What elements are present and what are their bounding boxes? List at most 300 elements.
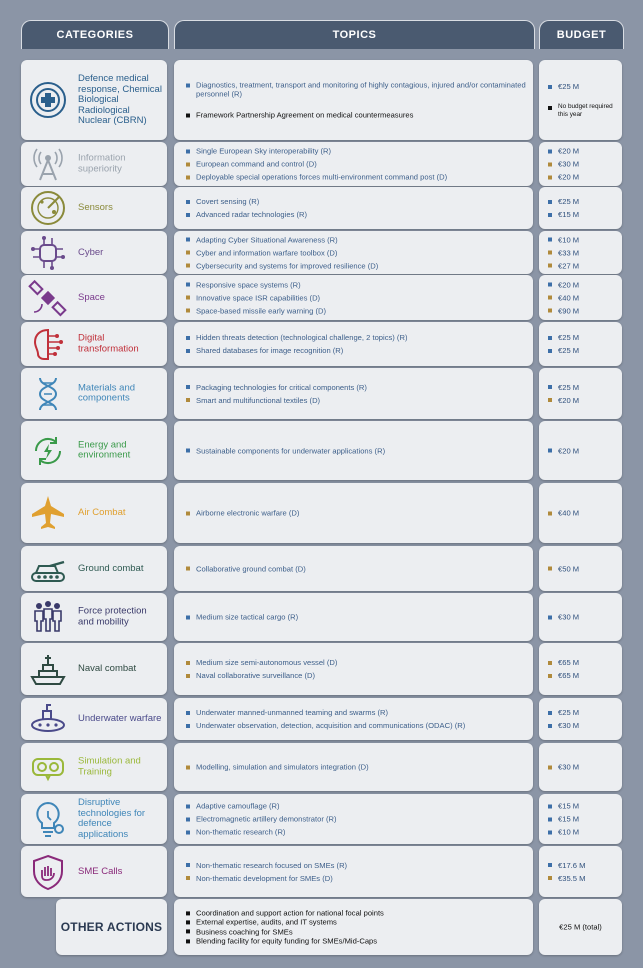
category-label: Disruptive technologies for defence applications <box>78 797 146 840</box>
topics-list <box>174 507 533 520</box>
topic-item <box>174 333 533 342</box>
topics-cell <box>174 142 533 186</box>
topic-text: Single European Sky interoperability (R) <box>196 146 332 156</box>
topic-item <box>174 280 533 289</box>
radar-icon <box>28 188 68 228</box>
topic-item <box>174 306 533 315</box>
list-item <box>186 908 527 917</box>
topic-item <box>174 828 533 837</box>
category-label: Simulation and Training <box>78 755 141 777</box>
bullet-icon <box>548 106 552 110</box>
budget-item <box>539 197 622 206</box>
category-label: Underwater warfare <box>78 712 162 724</box>
topic-item <box>174 708 533 717</box>
bullet-icon <box>186 920 190 924</box>
topic-text: Hidden threats detection (technological challenge, 2 topics) (R) <box>196 333 408 342</box>
bullet-icon <box>548 175 552 179</box>
topics-list <box>174 233 533 272</box>
table-row <box>0 231 643 274</box>
bullet-icon <box>548 264 552 268</box>
budget-list <box>539 656 622 682</box>
other-actions-label: OTHER ACTIONS <box>60 920 163 934</box>
dna-molecule-icon <box>28 374 68 414</box>
bullet-icon <box>548 349 552 353</box>
budget-item <box>539 613 622 622</box>
bullet-icon <box>548 385 552 389</box>
topics-list <box>174 859 533 885</box>
budget-text: €10 M <box>558 235 580 244</box>
topics-list <box>174 656 533 682</box>
budget-text: €25 M <box>558 382 580 392</box>
topic-item <box>174 293 533 302</box>
topic-item <box>174 396 533 405</box>
topic-item <box>174 383 533 392</box>
list-item <box>186 927 527 936</box>
bullet-icon <box>548 149 552 153</box>
topics-cell <box>174 743 533 791</box>
budget-item <box>539 446 622 455</box>
category-cell <box>21 546 167 591</box>
topics-cell <box>174 643 533 695</box>
budget-text: €15 M <box>558 210 580 219</box>
budget-text: €25 M <box>558 197 580 206</box>
category-label: Sensors <box>78 201 113 213</box>
bullet-icon <box>186 398 190 402</box>
medical-cross-icon <box>28 80 68 120</box>
budget-list <box>539 80 622 120</box>
bullet-icon <box>186 804 190 808</box>
category-cell <box>21 368 167 419</box>
category-cell <box>21 743 167 791</box>
topic-text: Sustainable components for underwater applications (R) <box>196 446 386 455</box>
bullet-icon <box>548 830 552 834</box>
budget-text: €30 M <box>558 612 580 622</box>
category-label: Air Combat <box>78 506 126 518</box>
category-cell <box>21 794 167 844</box>
category-label: Naval combat <box>78 662 137 674</box>
lightbulb-gear-icon <box>28 799 68 839</box>
budget-text: No budget required this year <box>558 103 613 118</box>
bullet-icon <box>548 162 552 166</box>
topics-list <box>174 706 533 732</box>
table-row <box>0 142 643 186</box>
topic-item <box>174 446 533 455</box>
topics-list <box>174 761 533 774</box>
table-row <box>0 421 643 480</box>
category-cell <box>21 483 167 543</box>
topics-cell <box>174 275 533 320</box>
category-cell <box>21 322 167 366</box>
topic-item <box>174 235 533 244</box>
bullet-icon <box>186 661 190 665</box>
budget-item <box>539 708 622 717</box>
budget-text: €25 M <box>558 346 580 355</box>
table-row <box>0 187 643 229</box>
budget-text: €15 M <box>558 801 580 811</box>
bullet-icon <box>186 309 190 313</box>
topic-item <box>174 874 533 883</box>
topic-text: Medium size tactical cargo (R) <box>196 612 299 622</box>
budget-item <box>539 235 622 244</box>
vr-headset-icon <box>28 747 68 787</box>
topic-text: Medium size semi-autonomous vessel (D) <box>196 658 338 667</box>
topics-cell <box>174 60 533 140</box>
bullet-icon <box>186 349 190 353</box>
budget-cell <box>539 60 622 140</box>
category-label: Force protection and mobility <box>78 605 147 627</box>
budget-cell <box>539 846 622 897</box>
topic-item <box>174 815 533 824</box>
topics-cell <box>174 483 533 543</box>
category-cell <box>21 698 167 740</box>
warship-icon <box>28 649 68 689</box>
budget-cell <box>539 643 622 695</box>
category-cell <box>21 421 167 480</box>
topic-text: Diagnostics, treatment, transport and monitoring of highly contagious, injured and/or contaminated personnel (R) <box>196 80 526 99</box>
budget-text: €17.6 M <box>558 860 586 870</box>
topic-item <box>174 763 533 772</box>
bullet-icon <box>186 911 190 915</box>
topics-cell <box>174 794 533 844</box>
budget-text: €20 M <box>558 395 580 405</box>
other-actions-label-cell <box>56 899 167 955</box>
budget-text: €20 M <box>558 146 580 156</box>
topic-text: Adapting Cyber Situational Awareness (R) <box>196 235 338 244</box>
bullet-icon <box>186 113 190 117</box>
list-item <box>186 936 527 945</box>
budget-cell <box>539 368 622 419</box>
budget-item <box>539 346 622 355</box>
category-label: Digital transformation <box>78 332 139 354</box>
topic-item <box>174 248 533 257</box>
topic-item <box>174 261 533 270</box>
budget-cell <box>539 142 622 186</box>
budget-cell <box>539 322 622 366</box>
topic-text: Collaborative ground combat (D) <box>196 564 306 573</box>
budget-item <box>539 383 622 392</box>
budget-list <box>539 761 622 774</box>
fighter-jet-icon <box>28 493 68 533</box>
budget-item <box>539 147 622 156</box>
budget-text: €65 M <box>558 671 580 680</box>
topics-cell <box>174 846 533 897</box>
bullet-icon <box>548 213 552 217</box>
submarine-icon <box>28 699 68 739</box>
bullet-icon <box>548 336 552 340</box>
budget-item <box>539 280 622 289</box>
budget-text: €20 M <box>558 172 580 182</box>
topics-cell <box>174 421 533 480</box>
topic-text: Responsive space systems (R) <box>196 280 301 289</box>
topic-text: Packaging technologies for critical components (R) <box>196 382 367 392</box>
budget-text: €25 M <box>558 708 580 717</box>
budget-text: €20 M <box>558 280 580 289</box>
category-label: Ground combat <box>78 562 144 574</box>
topics-list <box>174 611 533 624</box>
bullet-icon <box>548 309 552 313</box>
budget-text: €40 M <box>558 508 580 518</box>
topic-item <box>174 346 533 355</box>
budget-list <box>539 233 622 272</box>
list-item <box>186 918 527 927</box>
topics-cell <box>174 231 533 274</box>
budget-list <box>539 444 622 457</box>
topics-cell <box>174 368 533 419</box>
list-item-text: Business coaching for SMEs <box>196 927 293 936</box>
bullet-icon <box>548 765 552 769</box>
topic-item <box>174 210 533 219</box>
topic-text: Non-thematic development for SMEs (D) <box>196 873 333 883</box>
budget-cell <box>539 483 622 543</box>
bullet-icon <box>548 817 552 821</box>
antenna-tower-icon <box>28 144 68 184</box>
topic-item <box>174 81 533 99</box>
table-row <box>0 368 643 419</box>
table-row <box>0 593 643 641</box>
topic-item <box>174 111 533 120</box>
bullet-icon <box>186 283 190 287</box>
budget-cell <box>539 794 622 844</box>
category-label: Energy and environment <box>78 439 131 461</box>
topics-list <box>174 278 533 317</box>
bullet-icon <box>548 567 552 571</box>
bullet-icon <box>186 863 190 867</box>
bullet-icon <box>548 238 552 242</box>
bullet-icon <box>186 213 190 217</box>
category-cell <box>21 187 167 229</box>
bullet-icon <box>548 661 552 665</box>
topics-list <box>174 331 533 357</box>
topic-text: Non-thematic research (R) <box>196 827 286 837</box>
bullet-icon <box>548 876 552 880</box>
budget-item <box>539 509 622 518</box>
budget-item <box>539 210 622 219</box>
budget-item <box>539 248 622 257</box>
budget-cell <box>539 546 622 591</box>
budget-text: €27 M <box>558 261 580 270</box>
topics-cell <box>174 187 533 229</box>
topics-header: TOPICS <box>174 20 535 49</box>
list-item-text: Coordination and support action for national focal points <box>196 908 384 918</box>
budget-list <box>539 145 622 184</box>
budget-cell <box>539 743 622 791</box>
bullet-icon <box>548 85 552 89</box>
table-row <box>0 60 643 140</box>
bullet-icon <box>548 398 552 402</box>
bullet-icon <box>186 200 190 204</box>
budget-item <box>539 103 622 118</box>
budget-cell <box>539 275 622 320</box>
budget-item <box>539 721 622 730</box>
bullet-icon <box>186 251 190 255</box>
brain-circuit-icon <box>28 324 68 364</box>
bullet-icon <box>548 251 552 255</box>
bullet-icon <box>186 511 190 515</box>
bullet-icon <box>186 296 190 300</box>
topic-text: Deployable special operations forces multi-environment command post (D) <box>196 172 448 182</box>
budget-text: €33 M <box>558 248 580 257</box>
category-cell <box>21 643 167 695</box>
bullet-icon <box>186 385 190 389</box>
energy-leaf-icon <box>28 431 68 471</box>
bullet-icon <box>186 162 190 166</box>
topic-item <box>174 173 533 182</box>
budget-item <box>539 396 622 405</box>
category-label: Cyber <box>78 246 104 258</box>
category-label: Materials and components <box>78 382 136 404</box>
budget-list <box>539 562 622 575</box>
budget-item <box>539 160 622 169</box>
topic-item <box>174 721 533 730</box>
bullet-icon <box>186 724 190 728</box>
budget-item <box>539 261 622 270</box>
tank-icon <box>28 549 68 589</box>
topic-item <box>174 802 533 811</box>
budget-list <box>539 859 622 885</box>
bullet-icon <box>186 149 190 153</box>
budget-cell <box>539 421 622 480</box>
budget-list <box>539 381 622 407</box>
budget-item <box>539 658 622 667</box>
topic-item <box>174 658 533 667</box>
bullet-icon <box>548 511 552 515</box>
topics-cell <box>174 698 533 740</box>
topic-item <box>174 671 533 680</box>
bullet-icon <box>548 804 552 808</box>
table-row <box>0 546 643 591</box>
other-actions-budget-cell <box>539 899 622 955</box>
budget-item <box>539 564 622 573</box>
other-actions-list <box>186 908 527 945</box>
budget-text: €65 M <box>558 658 580 667</box>
topics-list <box>174 444 533 457</box>
category-cell <box>21 142 167 186</box>
bullet-icon <box>186 817 190 821</box>
budget-list <box>539 278 622 317</box>
shield-hand-icon <box>28 852 68 892</box>
budget-item <box>539 874 622 883</box>
budget-item <box>539 293 622 302</box>
category-cell <box>21 846 167 897</box>
topics-cell <box>174 322 533 366</box>
table-row <box>0 322 643 366</box>
budget-text: €90 M <box>558 306 580 315</box>
budget-text: €30 M <box>558 159 580 169</box>
table-row <box>0 743 643 791</box>
budget-list <box>539 195 622 221</box>
bullet-icon <box>186 615 190 619</box>
list-item-text: External expertise, audits, and IT systems <box>196 917 337 927</box>
soldiers-icon <box>28 597 68 637</box>
bullet-icon <box>548 615 552 619</box>
budget-list <box>539 800 622 839</box>
topics-list <box>174 145 533 184</box>
topic-item <box>174 197 533 206</box>
table-row <box>0 643 643 695</box>
bullet-icon <box>186 876 190 880</box>
bullet-icon <box>186 336 190 340</box>
budget-text: €25 M <box>558 82 580 91</box>
budget-item <box>539 671 622 680</box>
topic-text: Electromagnetic artillery demonstrator (R) <box>196 814 337 824</box>
budget-text: €10 M <box>558 827 580 837</box>
bullet-icon <box>186 83 190 87</box>
bullet-icon <box>186 567 190 571</box>
bullet-icon <box>186 711 190 715</box>
topic-text: Space-based missile early warning (D) <box>196 306 326 315</box>
table-row <box>0 275 643 320</box>
topic-item <box>174 613 533 622</box>
topic-text: Adaptive camouflage (R) <box>196 801 280 811</box>
category-cell <box>21 231 167 274</box>
bullet-icon <box>548 863 552 867</box>
list-item-text: Blending facility for equity funding for SMEs/Mid-Caps <box>196 936 378 946</box>
topic-text: Modelling, simulation and simulators integration (D) <box>196 762 369 772</box>
bullet-icon <box>186 674 190 678</box>
topic-text: Underwater observation, detection, acquisition and communications (ODAC) (R) <box>196 721 466 730</box>
bullet-icon <box>548 724 552 728</box>
topic-text: Covert sensing (R) <box>196 197 260 206</box>
category-cell <box>21 593 167 641</box>
budget-list <box>539 507 622 520</box>
bullet-icon <box>186 930 190 934</box>
topic-text: Underwater manned-unmanned teaming and swarms (R) <box>196 708 389 717</box>
bullet-icon <box>548 674 552 678</box>
budget-cell <box>539 698 622 740</box>
topic-text: Non-thematic research focused on SMEs (R) <box>196 860 348 870</box>
categories-header: CATEGORIES <box>21 20 169 49</box>
topics-cell <box>174 546 533 591</box>
bullet-icon <box>548 200 552 204</box>
bullet-icon <box>186 939 190 943</box>
topic-text: Airborne electronic warfare (D) <box>196 508 300 518</box>
bullet-icon <box>548 296 552 300</box>
budget-cell <box>539 187 622 229</box>
category-label: Information superiority <box>78 152 126 174</box>
table-row <box>0 483 643 543</box>
budget-list <box>539 706 622 732</box>
topic-item <box>174 861 533 870</box>
budget-list <box>539 331 622 357</box>
other-actions-row <box>0 899 643 955</box>
budget-text: €15 M <box>558 814 580 824</box>
budget-header: BUDGET <box>539 20 624 49</box>
budget-text: €40 M <box>558 293 580 302</box>
budget-text: €20 M <box>558 446 580 455</box>
topics-list <box>174 800 533 839</box>
budget-text: €50 M <box>558 564 580 573</box>
table-row <box>0 846 643 897</box>
topics-list <box>174 562 533 575</box>
category-label: Defence medical response, Chemical Biological Radiological Nuclear (CBRN) <box>78 72 162 126</box>
budget-text: €30 M <box>558 721 580 730</box>
budget-cell <box>539 231 622 274</box>
topic-item <box>174 160 533 169</box>
budget-item <box>539 173 622 182</box>
budget-item <box>539 815 622 824</box>
budget-item <box>539 333 622 342</box>
budget-text: €25 M <box>558 333 580 342</box>
bullet-icon <box>186 449 190 453</box>
topic-text: Smart and multifunctional textiles (D) <box>196 395 321 405</box>
table-row <box>0 698 643 740</box>
budget-list <box>539 611 622 624</box>
topic-text: Framework Partnership Agreement on medical countermeasures <box>196 110 414 120</box>
other-actions-budget: €25 M (total) <box>559 922 602 932</box>
bullet-icon <box>186 175 190 179</box>
topics-list <box>174 381 533 407</box>
topic-text: European command and control (D) <box>196 159 317 169</box>
